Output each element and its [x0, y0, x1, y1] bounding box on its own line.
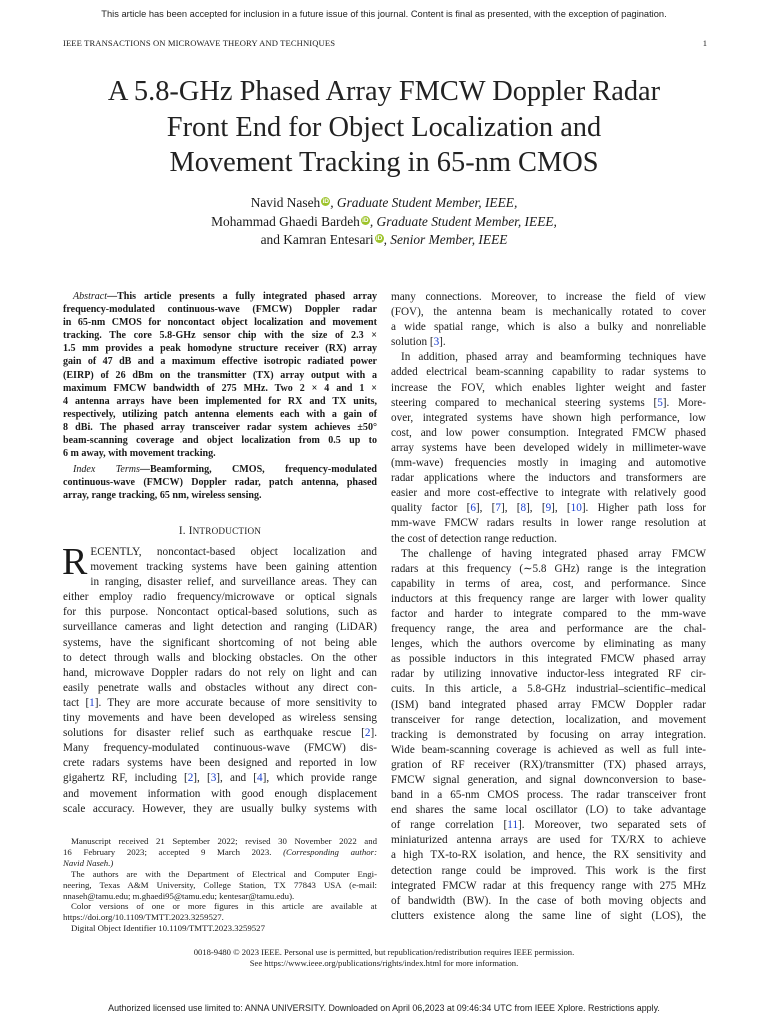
footnote-line: Color versions of one or more figures in this article are available at — [71, 901, 377, 912]
author-role: , Graduate Student Member, IEEE, — [369, 213, 557, 229]
citation-link[interactable]: 11 — [507, 819, 519, 832]
abstract-line: respectively, utilizing patch antenna elements each with a gain of — [63, 408, 377, 420]
abstract-line: gain of 47 dB and a maximum effective isotropic radiated power — [63, 356, 377, 368]
citation-link[interactable]: 9 — [545, 502, 552, 515]
footnote-line: Manuscript received 21 September 2022; revised 30 November 2022 and — [71, 836, 377, 846]
author-name: Mohammad Ghaedi Bardeh — [211, 213, 360, 229]
citation-link[interactable]: 8 — [520, 502, 527, 515]
body-line: tracking is demonstrated by focusing on array integration. — [391, 728, 706, 741]
author-entry — [40, 213, 728, 232]
footnote-line: Navid Naseh.) — [63, 857, 114, 868]
section-number: I. — [178, 525, 186, 537]
body-line: steering compared to mechanical steering systems [5]. More- — [391, 396, 707, 409]
body-line: The challenge of having integrated phased array FMCW — [401, 547, 706, 560]
body-line: frequency range, the area and performance are the chal- — [391, 623, 706, 636]
body-line: factor and harder to integrate compared to the mm-wave — [391, 607, 706, 620]
citation-link[interactable]: 6 — [470, 502, 476, 515]
abstract-line: (EIRP) of 26 dBm on the transmitter (TX) array output with a — [63, 369, 377, 381]
citation-link[interactable]: 4 — [257, 772, 263, 785]
copyright-notice — [40, 947, 728, 969]
body-line: In addition, phased array and beamforming techniques have — [401, 351, 706, 364]
abstract-line: in 65-nm CMOS for noncontact object localization and movement — [63, 317, 377, 329]
body-line: Wide beam-scanning coverage is achieved as well as full inte- — [391, 743, 706, 756]
citation-link[interactable]: 7 — [495, 502, 501, 515]
body-line: (ISM) band integrated phased array FMCW Doppler radar — [391, 698, 706, 711]
body-line: the cost of detection range reduction. — [391, 532, 557, 545]
intro-line: scale accuracy. However, they are usually bulky systems with — [63, 802, 377, 815]
introduction-body — [62, 541, 377, 817]
body-line: many connections. Moreover, to increase the field of view — [391, 291, 706, 303]
footnote-line: 16 February 2023; accepted 9 March 2023. (Corresponding author: — [63, 846, 377, 857]
body-line: array systems have been developed widely in millimeter-wave — [391, 441, 706, 454]
title-line: Movement Tracking in 65-nm CMOS — [169, 147, 599, 178]
intro-line: solutions for disaster relief such as earthquake rescue [2]. — [63, 727, 377, 740]
body-line: easier and more cost-effective to integrate with relatively good — [391, 487, 706, 500]
body-line: gration of RF receiver (RX)/transmitter (TX) phased arrays, — [391, 758, 706, 771]
license-notice: Authorized licensed use limited to: ANNA UNIVERSITY. Downloaded on April 06,2023 at 09:46:34 UTC from IEEE Xplore. Restrictions apply. — [108, 1003, 660, 1013]
orcid-icon[interactable]: iD — [375, 235, 383, 242]
intro-line: gigahertz RF, including [2], [3], and [4], which provide range — [63, 772, 377, 785]
author-name: and Kamran Entesari — [260, 232, 374, 247]
index-terms — [63, 463, 377, 502]
abstract-line: 8 dBi. The phased array transceiver radar system achieves ±50° — [63, 421, 377, 433]
citation-link[interactable]: 1 — [89, 696, 95, 709]
body-line: solution [3]. — [391, 336, 446, 349]
body-line: clutters existence along the same line of sight (LOS), the — [391, 909, 706, 922]
orcid-icon[interactable]: iD — [322, 198, 329, 205]
body-line: cuits. In this article, a 5.8-GHz industrial–scientific–medical — [391, 683, 706, 696]
body-line: cost, and low power consumption. Integrated FMCW phased — [391, 426, 706, 439]
body-line: miniaturized antenna arrays are used for TX/RX to achieve — [391, 834, 706, 847]
abstract — [63, 290, 377, 460]
footnotes — [63, 836, 377, 934]
page-number: 1 — [702, 38, 707, 48]
body-line: radar applications where the inductors and transformers are — [391, 472, 706, 485]
body-line: quality factor [6], [7], [8], [9], [10]. Higher path loss for — [391, 502, 707, 515]
intro-line: either employ radio frequency/microwave or optical signals — [63, 591, 377, 604]
intro-line: ECENTLY, noncontact-based object localization and — [90, 546, 377, 558]
footnote-line: Digital Object Identifier 10.1109/TMTT.2023.3259527 — [71, 923, 265, 934]
body-line: transceiver for range detection, localization, and movement — [391, 713, 706, 726]
intro-line: for this purpose. Noncontact optical-based solutions, such as — [63, 606, 377, 619]
copyright-line: 0018-9480 © 2023 IEEE. Personal use is permitted, but republication/redistribution requires IEEE permission. — [193, 947, 575, 957]
index-terms-line: array, range tracking, 65 nm, wireless sensing. — [63, 490, 262, 502]
citation-link[interactable]: 3 — [210, 772, 217, 785]
body-line: as possible inductors in this integrated FMCW phased array — [391, 653, 706, 666]
abstract-line: tracking. The core 5.8-GHz sensor chip with the size of 2.3 × — [63, 330, 377, 342]
body-line: band in a 65-nm CMOS process. The radar transceiver front — [391, 789, 706, 802]
copyright-line: See https://www.ieee.org/publications/rights/index.html for more information. — [249, 958, 519, 969]
body-line: inductors at this frequency range are larger with lower quality — [391, 592, 706, 605]
index-terms-line: Index Terms—Beamforming, CMOS, frequency-modulated — [73, 464, 377, 475]
abstract-line: 4 antenna arrays have been implemented for RX and TX units, — [63, 395, 377, 407]
body-line: radars at this frequency (∼5.8 GHz) range is the integration — [391, 562, 706, 575]
body-line: added electrical beam-scanning capability to radar systems to — [391, 366, 706, 379]
citation-link[interactable]: 10 — [570, 502, 582, 515]
right-column-body — [391, 290, 706, 924]
running-head: IEEE TRANSACTIONS ON MICROWAVE THEORY AND TECHNIQUES — [63, 38, 336, 48]
index-terms-line: continuous-wave (FMCW) Doppler radar, patch antenna, phased — [63, 477, 377, 489]
body-line: radar by utilizing innovative inductor-less integrated RF cir- — [391, 668, 706, 681]
author-entry — [40, 231, 728, 250]
orcid-icon[interactable]: iD — [362, 216, 369, 224]
body-line: end shares the same local oscillator (LO) to take advantage — [391, 804, 706, 817]
section-title-initial: I — [188, 525, 193, 537]
intro-line: to detect through walls and blocking obstacles. On the other — [63, 651, 377, 664]
body-line: lenges, which the authors overcome by eliminating as many — [391, 638, 706, 651]
body-line: integrated FMCW radar at this frequency range with 275 MHz — [391, 879, 706, 892]
body-line: a high TX-to-RX isolation, and hence, the RX sensitivity and — [391, 849, 706, 862]
body-line: detection range could be improved. This work is the first — [391, 864, 706, 877]
author-role: , Senior Member, IEEE — [383, 232, 508, 247]
intro-line: easily penetrate walls and obstacles without any direct con- — [63, 681, 377, 694]
index-terms-label: Index Terms — [73, 464, 140, 475]
footnote-line: https://doi.org/10.1109/TMTT.2023.3259527. — [63, 912, 224, 923]
citation-link[interactable]: 2 — [364, 727, 371, 740]
author-role: , Graduate Student Member, IEEE, — [330, 195, 518, 210]
citation-link[interactable]: 5 — [657, 396, 663, 409]
acceptance-notice: This article has been accepted for inclusion in a future issue of this journal. Content is final as presented, with the exception of pagination. — [101, 9, 667, 19]
intro-line: Many frequency-modulated continuous-wave (FMCW) dis- — [63, 742, 377, 755]
intro-line: hand, microwave Doppler radars do not rely on light and can — [63, 666, 377, 679]
title-line: A 5.8-GHz Phased Array FMCW Doppler Radar — [107, 76, 661, 107]
intro-line: surveillance cameras and light detection and ranging (LiDAR) — [63, 621, 377, 634]
body-line: (mm-wave) frequencies mostly in imaging and automotive — [391, 457, 706, 470]
section-title — [189, 525, 261, 537]
abstract-line: beam-scanning coverage and object localization from 0.5 up to — [63, 435, 377, 447]
intro-line: crete radars systems have been designed and reported in low — [63, 757, 377, 770]
body-line: FMCW signal generation, and signal downconversion to base- — [391, 774, 706, 786]
section-heading — [63, 525, 377, 537]
section-title-rest: NTRODUCTION — [192, 526, 262, 536]
abstract-line: 6 m away, with movement tracking. — [63, 448, 216, 460]
intro-line: and movement information with good enough displacement — [63, 787, 377, 800]
body-line: mm-wave FMCW radars results in lower range resolution at — [391, 517, 706, 530]
author-name: Navid Naseh — [250, 195, 321, 210]
body-line: of bandwidth (BW). In the case of both moving objects and — [391, 894, 706, 907]
abstract-line: 1.5 mm provides a peak homodyne structure receiver (RX) array — [63, 343, 377, 355]
abstract-line: frequency-modulated continuous-wave (FMCW) Doppler radar — [63, 304, 377, 316]
body-line: increase the FOV, which enables lighter weight and faster — [391, 381, 706, 394]
body-line: (FOV), the antenna beam is mechanically rotated to cover — [391, 306, 706, 319]
footnote-line: nnaseh@tamu.edu; m.ghaedi95@tamu.edu; kentesar@tamu.edu). — [63, 890, 295, 901]
intro-line: in ranging, disaster relief, and surveillance areas. They can — [90, 576, 377, 589]
intro-line: tiny movements and have been developed as wireless sensing — [63, 712, 377, 725]
body-line: of range correlation [11]. Moreover, two separated sets of — [391, 819, 707, 832]
paper-title — [40, 74, 728, 181]
citation-link[interactable]: 2 — [187, 772, 194, 785]
intro-line: tact [1]. They are more accurate because of more sensitivity to — [63, 696, 377, 709]
drop-cap: R — [62, 541, 88, 583]
author-entry — [40, 194, 728, 213]
body-line: over, integrated systems have shown high performance, low — [391, 411, 706, 424]
author-list — [40, 194, 728, 250]
citation-link[interactable]: 3 — [433, 336, 440, 349]
title-line: Front End for Object Localization and — [166, 111, 602, 143]
footnote-line: The authors are with the Department of Electrical and Computer Engi- — [71, 868, 377, 879]
abstract-line: maximum FMCW bandwidth of 275 MHz. Two 2 × 4 and 1 × — [63, 382, 377, 394]
body-line: a wide spatial range, which is also a bulky and nonreliable — [391, 321, 706, 334]
body-line: capability in terms of area, cost, and performance. Since — [391, 577, 706, 590]
intro-line: systems, have the significant shortcoming of not being able — [63, 636, 377, 649]
intro-line: movement tracking systems have been gaining attention — [90, 561, 377, 574]
footnote-line: neering, Texas A&M University, College Station, TX 77843 USA (e-mail: — [63, 879, 377, 890]
abstract-line: Abstract—This article presents a fully integrated phased array — [73, 291, 377, 302]
abstract-label: Abstract — [73, 291, 108, 302]
